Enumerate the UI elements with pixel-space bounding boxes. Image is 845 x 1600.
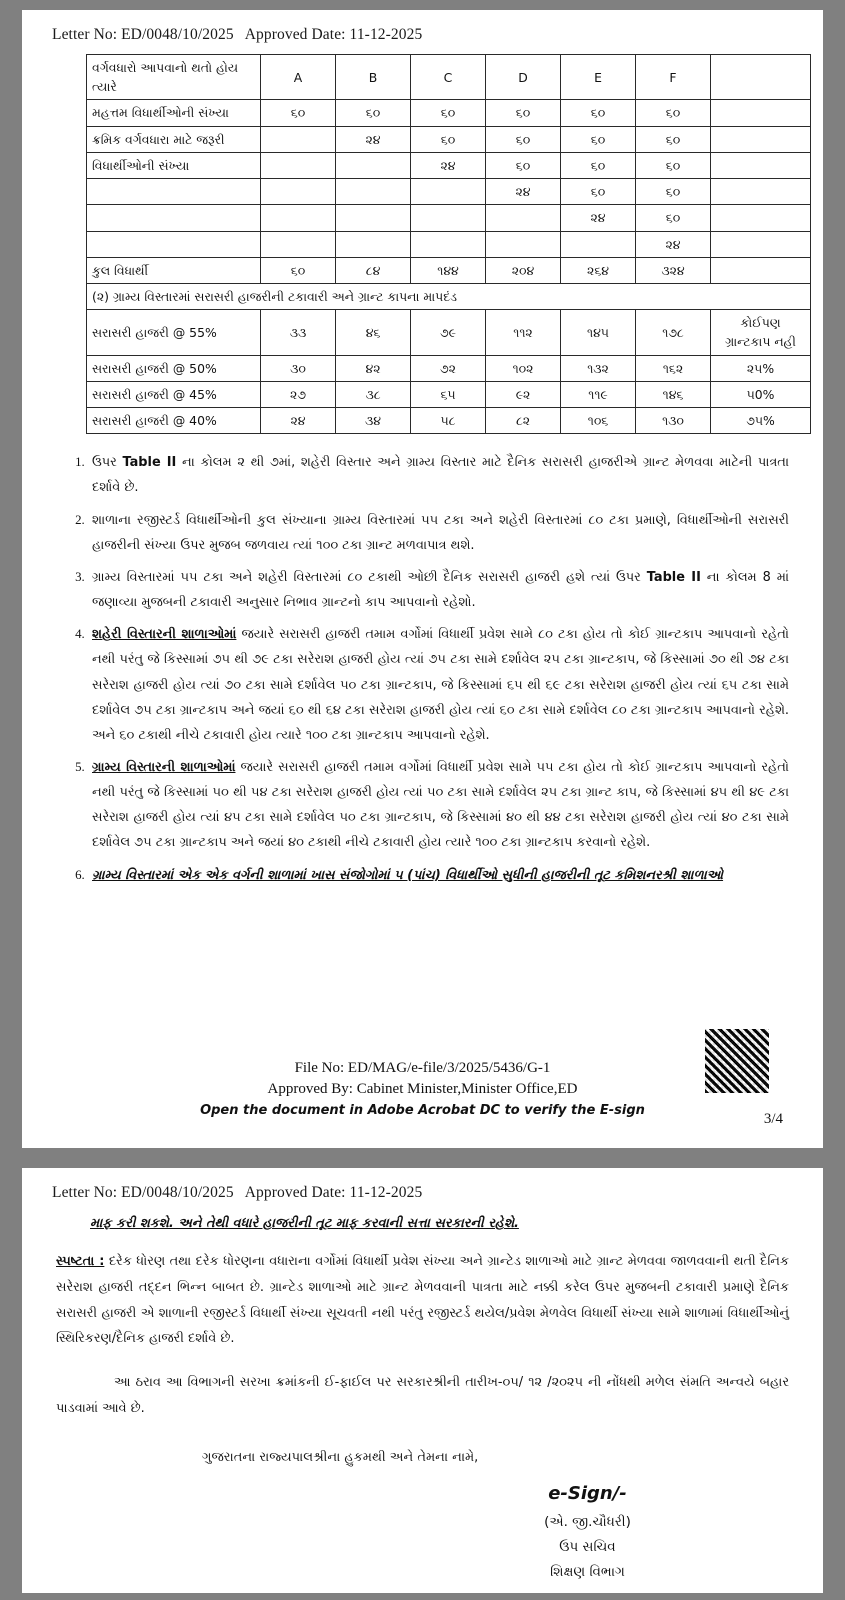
clause-item-1 [88,450,789,500]
table-cell: ૨૪ [636,231,711,257]
attendance-grant-cut: ૨૫% [711,355,811,381]
approved-by: Approved By: Cabinet Minister,Minister Office,ED [267,1081,578,1098]
esign-mark: e-Sign/- [548,1482,627,1504]
table-column-header-C: C [411,55,486,100]
table-cell: ૨૪ [411,152,486,178]
attendance-cell: ૧૦૨ [486,355,561,381]
signer-designation: ઉપ સચિવ [559,1538,616,1555]
attendance-row [87,381,811,407]
table-total-cell: ૬૦ [261,257,336,283]
table-cell [336,231,411,257]
attendance-cell: ૧૪૬ [636,381,711,407]
table-column-header-F: F [636,55,711,100]
attendance-grant-cut: ૫0% [711,381,811,407]
clarification-body: દરેક ધોરણ તથા દરેક ધોરણના વધારાના વર્ગોમાં વિધાર્થી પ્રવેશ સંખ્યા અને ગ્રાન્ટેડ શાળાઓ માટે ગ્રાન્ટ મેળવવા જાળવવાની થતી દૈનિક સરેરાશ હાજરી તદ્દન ભિન્ન બાબત છે. ગ્રાન્ટેડ શાળાઓ માટે ગ્રાન્ટ મેળવવાની પાત્રતા માટે નક્કી કરેલ ઉપર મુજબની ટકાવારી પ્રમાણે દૈનિક સરાસરી હાજરી એ શાળાની રજીસ્ટર્ડ વિધાર્થી સંખ્યા સૂચવતી નથી પરંતુ રજીસ્ટર્ડ થયેલ/પ્રવેશ મેળવેલ વિધાર્થી સંખ્યા સામે શાળામાં વિધાર્થીઓનું સ્થિરિકરણ/દૈનિક હાજરી દર્શાવે છે. [56,1254,789,1347]
table-cell [561,231,636,257]
table-cell [336,152,411,178]
table-row [87,152,811,178]
table-section-note-row [87,283,811,309]
page1-footer [22,1058,823,1119]
clause-item-5 [88,755,789,856]
table-row-label: વિધાર્થીઓની સંખ્યા [87,152,261,178]
table-cell: ૬૦ [636,100,711,126]
table-cell [711,100,811,126]
attendance-cell: ૩૮ [336,381,411,407]
table-cell: ૬૦ [561,100,636,126]
letter-header-page2: Letter No: ED/0048/10/2025 Approved Date: 11-12-2025 [52,1184,423,1201]
attendance-cell: ૯૨ [486,381,561,407]
clause-item-2 [88,508,789,558]
clause-item-6 [88,863,789,888]
table-total-cell: ૧૪૪ [411,257,486,283]
signer-name: (એ. જી.ચૌધરી) [544,1513,631,1530]
table-cell [486,231,561,257]
attendance-cell: ૨૭ [261,381,336,407]
table-total-cell: ૮૪ [336,257,411,283]
table-cell: ૬૦ [411,100,486,126]
table-cell [711,126,811,152]
clause-1-part-1: Table II [122,455,177,471]
table-row [87,231,811,257]
clause-item-3 [88,565,789,615]
table-column-header-E: E [561,55,636,100]
clause-5-part-1: જયારે સરાસરી હાજરી તમામ વર્ગોમાં વિધાર્થી પ્રવેશ સામે ૫૫ ટકા હોય તો કોઈ ગ્રાન્ટકાપ આપવાનો રહેતો નથી પરંતુ જે કિસ્સામાં ૫૦ થી ૫૪ ટકા સરેરાશ હાજરી હોય ત્યાં ૫૦ ટકા સામે દર્શાવેલ ૨૫ ટકા ગ્રાન્ટ કાપ, જે કિસ્સામાં ૪૫ થી ૪૯ ટકા સરેરાશ હાજરી હોય ત્યાં ૪૫ ટકા સામે દર્શાવેલ ૫૦ ટકા ગ્રાન્ટકાપ, જે કિસ્સામાં ૪૦ થી ૪૪ ટકા સરેરાશ હાજરી હોય ત્યાં ૪૦ ટકા સામે દર્શાવેલ ૭૫ ટકા ગ્રાન્ટકાપ અને જયાં ૪૦ ટકાથી નીચે ટકાવારી હોય ત્યારે ૧૦૦ ટકા ગ્રાન્ટકાપ કરવાનો રહેશે. [92,760,789,851]
attendance-row [87,355,811,381]
clauses-list [42,450,803,888]
table-cell: ૬૦ [636,205,711,231]
table-row [87,100,811,126]
table-cell [261,179,336,205]
table-row-label [87,205,261,231]
table-cell: ૬૦ [336,100,411,126]
document-page-1 [22,10,823,1148]
attendance-row [87,408,811,434]
table-column-header-A: A [261,55,336,100]
table-cell: ૬૦ [486,152,561,178]
table-row-label: મહત્તમ વિધાર્થીઓની સંખ્યા [87,100,261,126]
clause-2-part-0: શાળાના રજીસ્ટર્ડ વિધાર્થીઓની કુલ સંખ્યાના ગ્રામ્ય વિસ્તારમાં ૫૫ ટકા અને શહેરી વિસ્તારમાં ૮૦ ટકા પ્રમાણે, વિધાર્થીઓની સરાસરી હાજરીની સંખ્યા ઉપર મુજબ જળવાય ત્યાં ૧૦૦ ટકા ગ્રાન્ટ મળવાપાત્ર થશે. [92,512,789,553]
page-number-page1: 3/4 [763,1111,783,1127]
attendance-cell: ૧૧૨ [486,310,561,355]
clause-item-4 [88,622,789,748]
attendance-cell: ૫૮ [411,408,486,434]
table-header-row [87,55,811,100]
table-cell [486,205,561,231]
table-cell: ૬૦ [636,126,711,152]
attendance-cell: ૭૯ [411,310,486,355]
table-total-label: કુલ વિધાર્થી [87,257,261,283]
table-cell: ૨૪ [336,126,411,152]
table-total-cell: ૨૬૪ [561,257,636,283]
attendance-cell: ૬૫ [411,381,486,407]
signature-block [42,1483,803,1585]
table-cell [261,152,336,178]
table-cell: ૬૦ [261,100,336,126]
table-cell: ૨૪ [561,205,636,231]
attendance-cell: ૮૨ [486,408,561,434]
table-total-cell [711,257,811,283]
table-total-cell: ૨૦૪ [486,257,561,283]
clause-4-part-1: જયારે સરાસરી હાજરી તમામ વર્ગોમાં વિધાર્થી પ્રવેશ સામે ૮૦ ટકા હોય તો કોઈ ગ્રાન્ટકાપ આપવાનો રહેતો નથી પરંતુ જે કિસ્સામાં ૭૫ થી ૭૯ ટકા સરેરાશ હાજરી હોય ત્યાં ૭૫ ટકા સામે દર્શાવેલ ૨૫ ટકા ગ્રાન્ટકાપ, જે કિસ્સામાં ૭૦ થી ૭૪ ટકા સરેરાશ હાજરી હોય ત્યાં ૭૦ ટકા સામે દર્શાવેલ ૫૦ ટકા ગ્રાન્ટકાપ, જે કિસ્સામાં ૬૫ થી ૬૯ ટકા સરેરાશ હાજરી હોય ત્યાં ૬૫ ટકા સામે દર્શાવેલ ૭૫ ટકા ગ્રાન્ટકાપ અને જયાં ૬૦ થી ૬૪ ટકા સરેરાશ હાજરી હોય ત્યાં ૬૦ ટકા સામે દર્શાવેલ ૮૦ ટકા ગ્રાન્ટકાપ આપવાનો રહેશે. અને ૬૦ ટકાથી નીચે ટકાવારી હોય ત્યારે ૧૦૦ ટકા ગ્રાન્ટકાપ આપવાનો રહેશે. [92,627,789,743]
signer-department: શિક્ષણ વિભાગ [550,1563,625,1580]
table-header-label: વર્ગવધારો આપવાનો થતો હોય ત્યારે [87,55,261,100]
table-row-label [87,179,261,205]
attendance-cell: ૧૭૮ [636,310,711,355]
table-cell: ૬૦ [561,126,636,152]
table-cell [336,205,411,231]
attendance-cell: ૧૬૨ [636,355,711,381]
clause-3-part-0: ગ્રામ્ય વિસ્તારમાં ૫૫ ટકા અને શહેરી વિસ્તારમાં ૮૦ ટકાથી ઓછી દૈનિક સરાસરી હાજરી હશે ત્યાં ઉપર [92,569,647,585]
table-cell [261,126,336,152]
table-cell [711,205,811,231]
table-row [87,179,811,205]
clause-1-part-0: ઉપર [92,455,123,471]
table-cell [711,179,811,205]
attendance-cell: ૪૬ [336,310,411,355]
table-cell [411,205,486,231]
clause-4-part-0: શહેરી વિસ્તારની શાળાઓમાં [92,627,237,643]
table-cell [711,152,811,178]
table-column-header-B: B [336,55,411,100]
attendance-row-label: સરાસરી હાજરી @ 55% [87,310,261,355]
grant-eligibility-table [86,54,811,434]
table-cell: ૬૦ [636,179,711,205]
attendance-cell: ૩૦ [261,355,336,381]
table-total-row [87,257,811,283]
table-column-header-blank [711,55,811,100]
attendance-cell: ૧૩૨ [561,355,636,381]
table-cell [411,231,486,257]
resolution-paragraph: આ ઠરાવ આ વિભાગની સરખા ક્રમાંકની ઈ-ફાઈલ પર સરકારશ્રીની તારીખ-૦૫/ ૧૨ /૨૦૨૫ ની નોંધથી મળેલ સંમતિ અન્વયે બહાર પાડવામાં આવે છે. [56,1375,789,1417]
attendance-row-label: સરાસરી હાજરી @ 50% [87,355,261,381]
table-cell: ૬૦ [411,126,486,152]
clarification-paragraph [56,1249,789,1352]
clause-1-part-2: ના કોલમ ૨ થી ૭માં, શહેરી વિસ્તાર અને ગ્રામ્ય વિસ્તાર માટે દૈનિક સરાસરી હાજરીએ ગ્રાન્ટ મેળવવા માટેની પાત્રતા દર્શાવે છે. [92,455,789,496]
attendance-cell: ૧૩૦ [636,408,711,434]
attendance-grant-cut: કોઈપણ ગ્રાન્ટકાપ નહી [711,310,811,355]
attendance-cell: ૧૦૬ [561,408,636,434]
attendance-row [87,310,811,355]
table-cell [261,231,336,257]
table-cell: ૬૦ [561,152,636,178]
table-total-cell: ૩૨૪ [636,257,711,283]
esign-verify-note: Open the document in Adobe Acrobat DC to verify the E-sign [200,1103,645,1118]
attendance-grant-cut: ૭૫% [711,408,811,434]
attendance-cell: ૨૪ [261,408,336,434]
table-row-label: ક્રમિક વર્ગવધારા માટે જરૂરી [87,126,261,152]
table-cell: ૬૦ [636,152,711,178]
table-row [87,126,811,152]
table-cell [411,179,486,205]
attendance-cell: ૭૨ [411,355,486,381]
letter-header-page1: Letter No: ED/0048/10/2025 Approved Date: 11-12-2025 [52,26,423,43]
clause-5-part-0: ગ્રામ્ય વિસ્તારની શાળાઓમાં [92,760,236,775]
clause-3-part-2: ના કોલમ 8 માં જણાવ્યા મુજબની ટકાવારી અનુસાર નિભાવ ગ્રાન્ટનો કાપ આપવાનો રહેશો. [92,569,789,611]
table-cell: ૨૪ [486,179,561,205]
governor-order-line: ગુજરાતના રાજ્યપાલશ્રીના હુકમથી અને તેમના નામે, [202,1449,479,1465]
table-cell [336,179,411,205]
clause-3-part-1: Table II [646,569,701,585]
table-cell [261,205,336,231]
attendance-cell: ૩૪ [336,408,411,434]
attendance-row-label: સરાસરી હાજરી @ 40% [87,408,261,434]
attendance-row-label: સરાસરી હાજરી @ 45% [87,381,261,407]
table-cell: ૬૦ [561,179,636,205]
attendance-cell: ૧૧૯ [561,381,636,407]
table-row-label [87,231,261,257]
continuation-line: માફ કરી શકશે. અને તેથી વધારે હાજરીની તૂટ માફ કરવાની સત્તા સરકારની રહેશે. [90,1216,519,1231]
attendance-cell: ૪૨ [336,355,411,381]
table-column-header-D: D [486,55,561,100]
file-number: File No: ED/MAG/e-file/3/2025/5436/G-1 [294,1059,551,1076]
table-row [87,205,811,231]
clarification-label: સ્પષ્ટતા : [56,1254,105,1269]
attendance-cell: ૩૩ [261,310,336,355]
document-page-2 [22,1168,823,1593]
attendance-cell: ૧૪૫ [561,310,636,355]
table-cell: ૬૦ [486,100,561,126]
table-section-note: (૨) ગ્રામ્ય વિસ્તારમાં સરાસરી હાજરીની ટકાવારી અને ગ્રાન્ટ કાપના માપદંડ [87,283,811,309]
table-cell [711,231,811,257]
clause-6-part-0: ગ્રામ્ય વિસ્તારમાં એક એક વર્ગની શાળામાં ખાસ સંજોગોમાં ૫ (પાંચ) વિધાર્થીઓ સુધીની હાજરીની તૂટ કમિશનરશ્રી શાળાઓ [92,867,724,883]
table-cell: ૬૦ [486,126,561,152]
